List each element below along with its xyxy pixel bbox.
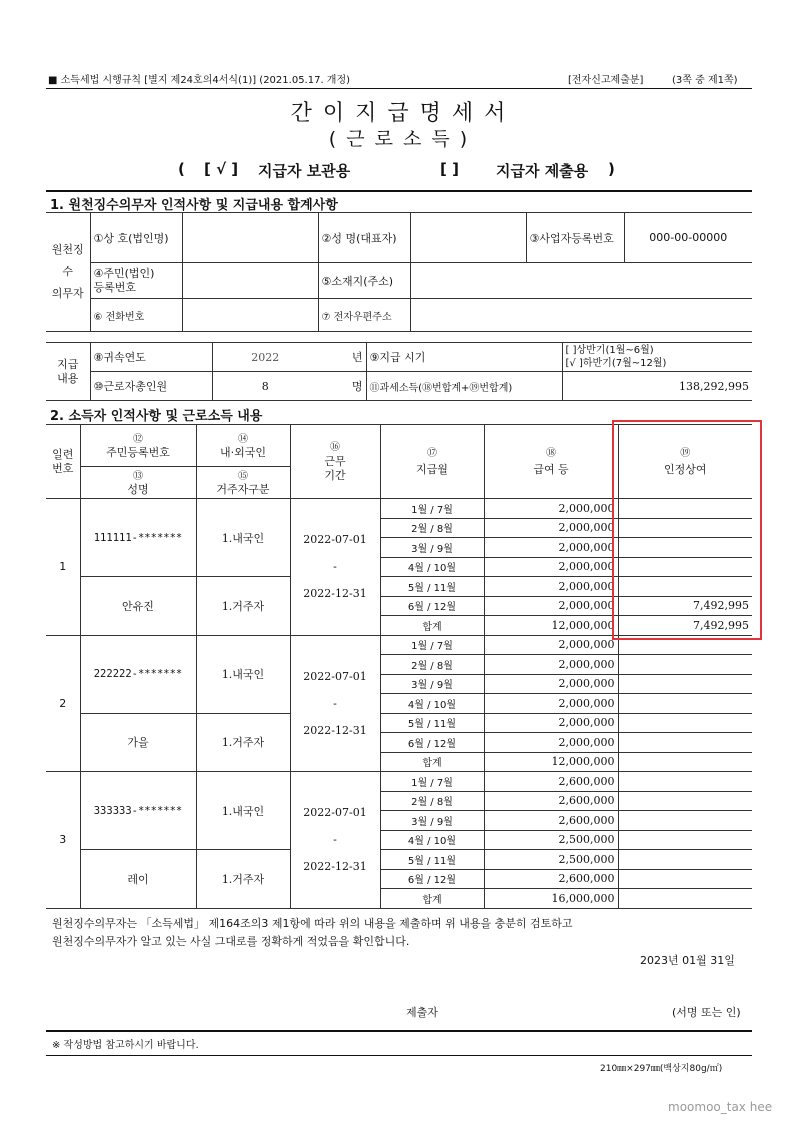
period-header: 근무 기간: [324, 454, 346, 482]
pay-time-label: ⑨지급 시기: [366, 343, 562, 372]
salary-cell[interactable]: 2,000,000: [484, 733, 618, 753]
declaration-date: 2023년 01월 31일: [640, 954, 735, 967]
bonus-cell[interactable]: 7,492,995: [618, 616, 752, 636]
employee-row: [46, 772, 752, 792]
salary-header: 급여 등: [533, 462, 569, 476]
bonus-highlight-box: [612, 420, 762, 640]
nationality-cell[interactable]: 1.내국인: [196, 499, 290, 577]
signature-label[interactable]: (서명 또는 인): [672, 1006, 741, 1019]
bonus-cell[interactable]: 7,492,995: [618, 596, 752, 616]
submit-label: 지급자 제출용: [496, 162, 589, 180]
purpose-open: (: [178, 160, 185, 178]
workers-label: ⑩근로자총인원: [90, 372, 212, 401]
bonus-cell[interactable]: [618, 791, 752, 811]
instruction-note: ※ 작성방법 참고하시기 바랍니다.: [52, 1040, 199, 1051]
month-cell: 1월 / 7월: [380, 499, 484, 519]
bonus-number: ⑲: [680, 447, 691, 459]
payment-summary-table: [46, 342, 752, 401]
salary-number: ⑱: [546, 447, 556, 459]
name-header: 성명: [127, 482, 149, 496]
bonus-cell[interactable]: [618, 811, 752, 831]
workers-unit: 명: [318, 372, 366, 401]
salary-cell[interactable]: 2,000,000: [484, 694, 618, 714]
section2-title: 2. 소득자 인적사항 및 근로소득 내용: [50, 409, 263, 424]
bonus-cell[interactable]: [618, 752, 752, 772]
taxable-income-value[interactable]: 138,292,995: [562, 372, 752, 401]
salary-cell[interactable]: 2,000,000: [484, 596, 618, 616]
first-half-option[interactable]: [ ]상반기(1월~6월): [565, 345, 654, 356]
bonus-cell[interactable]: [618, 733, 752, 753]
bonus-cell[interactable]: [618, 674, 752, 694]
ceo-label: ②성 명(대표자): [318, 213, 410, 263]
period-dash: -: [333, 833, 337, 847]
payment-group-label: 지급 내용: [46, 343, 90, 401]
month-cell: 4월 / 10월: [380, 557, 484, 577]
month-cell: 3월 / 9월: [380, 674, 484, 694]
salary-cell[interactable]: 2,600,000: [484, 811, 618, 831]
month-cell: 2월 / 8월: [380, 655, 484, 675]
company-label: ①상 호(법인명): [90, 213, 182, 263]
phone-label: ⑥ 전화번호: [90, 299, 182, 332]
withholder-group-label: 원천징수 의무자: [46, 213, 90, 332]
salary-cell[interactable]: 16,000,000: [484, 889, 618, 909]
holder-checkbox[interactable]: [ √ ]: [204, 160, 239, 178]
salary-cell[interactable]: 2,000,000: [484, 538, 618, 558]
bonus-cell[interactable]: [618, 772, 752, 792]
month-cell: 합계: [380, 752, 484, 772]
submit-checkbox[interactable]: [ ]: [440, 160, 459, 178]
form-subtitle: ( 근 로 소 득 ): [328, 128, 470, 150]
salary-cell[interactable]: 2,500,000: [484, 850, 618, 870]
reg-no-header: 주민등록번호: [106, 445, 170, 459]
workers-value[interactable]: 8: [212, 372, 318, 401]
salary-cell[interactable]: 2,000,000: [484, 674, 618, 694]
salary-cell[interactable]: 2,000,000: [484, 499, 618, 519]
phone-value[interactable]: [182, 299, 318, 332]
declaration-line-2: 원천징수의무자가 알고 있는 사실 그대로를 정확하게 적었음을 확인합니다.: [52, 935, 410, 948]
reg-no-cell[interactable]: 111111-*******: [80, 499, 196, 577]
brn-value[interactable]: 000-00-00000: [624, 213, 752, 263]
corp-reg-value[interactable]: [182, 263, 318, 299]
salary-cell[interactable]: 12,000,000: [484, 616, 618, 636]
month-cell: 1월 / 7월: [380, 772, 484, 792]
filing-type: [전자신고제출분]: [568, 75, 644, 86]
email-value[interactable]: [410, 299, 752, 332]
salary-cell[interactable]: 2,000,000: [484, 713, 618, 733]
holder-label: 지급자 보관용: [258, 162, 351, 180]
year-value[interactable]: 2022: [212, 343, 318, 372]
email-label: ⑦ 전자우편주소: [318, 299, 410, 332]
month-cell: 6월 / 12월: [380, 733, 484, 753]
month-cell: 2월 / 8월: [380, 518, 484, 538]
period-end[interactable]: 2022-12-31: [303, 723, 367, 737]
period-cell: [290, 499, 380, 636]
period-end[interactable]: 2022-12-31: [303, 860, 367, 874]
bonus-header: 인정상여: [663, 462, 707, 476]
purpose-close: ): [608, 160, 615, 178]
declaration-line-1: 원천징수의무자는 「소득세법」 제164조의3 제1항에 따라 위의 내용을 제출하며 위 내용을 충분히 검토하고: [52, 917, 573, 930]
salary-cell[interactable]: 2,500,000: [484, 830, 618, 850]
month-cell: 5월 / 11월: [380, 850, 484, 870]
submitter-label: 제출자: [406, 1006, 438, 1019]
brn-label: ③사업자등록번호: [526, 213, 624, 263]
month-cell: 4월 / 10월: [380, 694, 484, 714]
bonus-cell[interactable]: [618, 830, 752, 850]
salary-cell[interactable]: 2,600,000: [484, 869, 618, 889]
regulation-line: ■ 소득세법 시행규칙 [별지 제24호의4서식(1)] (2021.05.17. 개정): [48, 75, 351, 86]
header-rule: [46, 88, 752, 89]
watermark: moomoo_tax hee: [668, 1100, 773, 1114]
corp-reg-label: ④주민(법인) 등록번호: [90, 263, 182, 299]
salary-cell[interactable]: 2,600,000: [484, 772, 618, 792]
name-cell[interactable]: 레이: [80, 850, 196, 909]
residence-cell[interactable]: 1.거주자: [196, 577, 290, 636]
taxable-income-label: ⑪과세소득(⑱번합계+⑲번합계): [366, 372, 562, 401]
withholder-table: [46, 212, 752, 332]
month-header: 지급월: [416, 462, 448, 476]
form-title: 간 이 지 급 명 세 서: [290, 101, 508, 126]
second-half-option[interactable]: [√ ]하반기(7월~12월): [565, 358, 667, 369]
nationality-cell[interactable]: 1.내국인: [196, 772, 290, 850]
serial-cell: 2: [46, 635, 80, 772]
paper-spec: 210㎜×297㎜(백상지80g/㎡): [600, 1064, 723, 1074]
period-dash: -: [333, 696, 337, 710]
month-cell: 5월 / 11월: [380, 577, 484, 597]
month-cell: 합계: [380, 889, 484, 909]
bonus-cell[interactable]: [618, 889, 752, 909]
period-start[interactable]: 2022-07-01: [303, 533, 367, 547]
serial-header: 일련 번호: [46, 425, 80, 499]
reg-no-number: ⑫: [133, 433, 143, 445]
period-start[interactable]: 2022-07-01: [303, 806, 367, 820]
year-unit: 년: [318, 343, 366, 372]
name-number: ⑬: [133, 470, 143, 482]
residence-cell[interactable]: 1.거주자: [196, 850, 290, 909]
month-cell: 3월 / 9월: [380, 811, 484, 831]
section1-rule-top: [46, 190, 752, 192]
salary-cell[interactable]: 2,000,000: [484, 557, 618, 577]
period-cell: [290, 635, 380, 772]
residence-cell[interactable]: 1.거주자: [196, 713, 290, 772]
salary-cell[interactable]: 2,000,000: [484, 655, 618, 675]
footer-rule-top: [46, 1030, 752, 1032]
ceo-value[interactable]: [410, 213, 526, 263]
salary-cell[interactable]: 12,000,000: [484, 752, 618, 772]
residence-number: ⑮: [238, 470, 248, 482]
reg-no-cell[interactable]: 222222-*******: [80, 635, 196, 713]
salary-cell[interactable]: 2,600,000: [484, 791, 618, 811]
period-number: ⑯: [330, 441, 340, 453]
address-value[interactable]: [410, 263, 752, 299]
serial-cell: 1: [46, 499, 80, 636]
bonus-cell[interactable]: [618, 869, 752, 889]
year-label: ⑧귀속연도: [90, 343, 212, 372]
employee-row: [46, 850, 752, 870]
salary-cell[interactable]: 2,000,000: [484, 518, 618, 538]
bonus-cell[interactable]: [618, 655, 752, 675]
period-end[interactable]: 2022-12-31: [303, 587, 367, 601]
month-cell: 합계: [380, 616, 484, 636]
name-cell[interactable]: 가을: [80, 713, 196, 772]
employee-row: [46, 713, 752, 733]
nationality-cell[interactable]: 1.내국인: [196, 635, 290, 713]
month-cell: 4월 / 10월: [380, 830, 484, 850]
bonus-cell[interactable]: [618, 850, 752, 870]
period-dash: -: [333, 560, 337, 574]
residence-header: 거주자구분: [216, 482, 270, 496]
period-start[interactable]: 2022-07-01: [303, 669, 367, 683]
month-cell: 6월 / 12월: [380, 596, 484, 616]
nationality-number: ⑭: [238, 433, 248, 445]
month-cell: 5월 / 11월: [380, 713, 484, 733]
month-cell: 6월 / 12월: [380, 869, 484, 889]
month-number: ⑰: [427, 447, 437, 459]
period-cell: [290, 772, 380, 909]
bonus-cell[interactable]: [618, 694, 752, 714]
page-info: (3쪽 중 제1쪽): [672, 75, 738, 86]
reg-no-cell[interactable]: 333333-*******: [80, 772, 196, 850]
salary-cell[interactable]: 2,000,000: [484, 635, 618, 655]
company-value[interactable]: [182, 213, 318, 263]
address-label: ⑤소재지(주소): [318, 263, 410, 299]
name-cell[interactable]: 안유진: [80, 577, 196, 636]
month-cell: 1월 / 7월: [380, 635, 484, 655]
serial-cell: 3: [46, 772, 80, 909]
month-cell: 2월 / 8월: [380, 791, 484, 811]
nationality-header: 내·외국인: [219, 445, 266, 459]
month-cell: 3월 / 9월: [380, 538, 484, 558]
footer-rule-bottom: [46, 1055, 752, 1056]
salary-cell[interactable]: 2,000,000: [484, 577, 618, 597]
bonus-cell[interactable]: [618, 713, 752, 733]
section1-title: 1. 원천징수의무자 인적사항 및 지급내용 합계사항: [50, 198, 338, 213]
